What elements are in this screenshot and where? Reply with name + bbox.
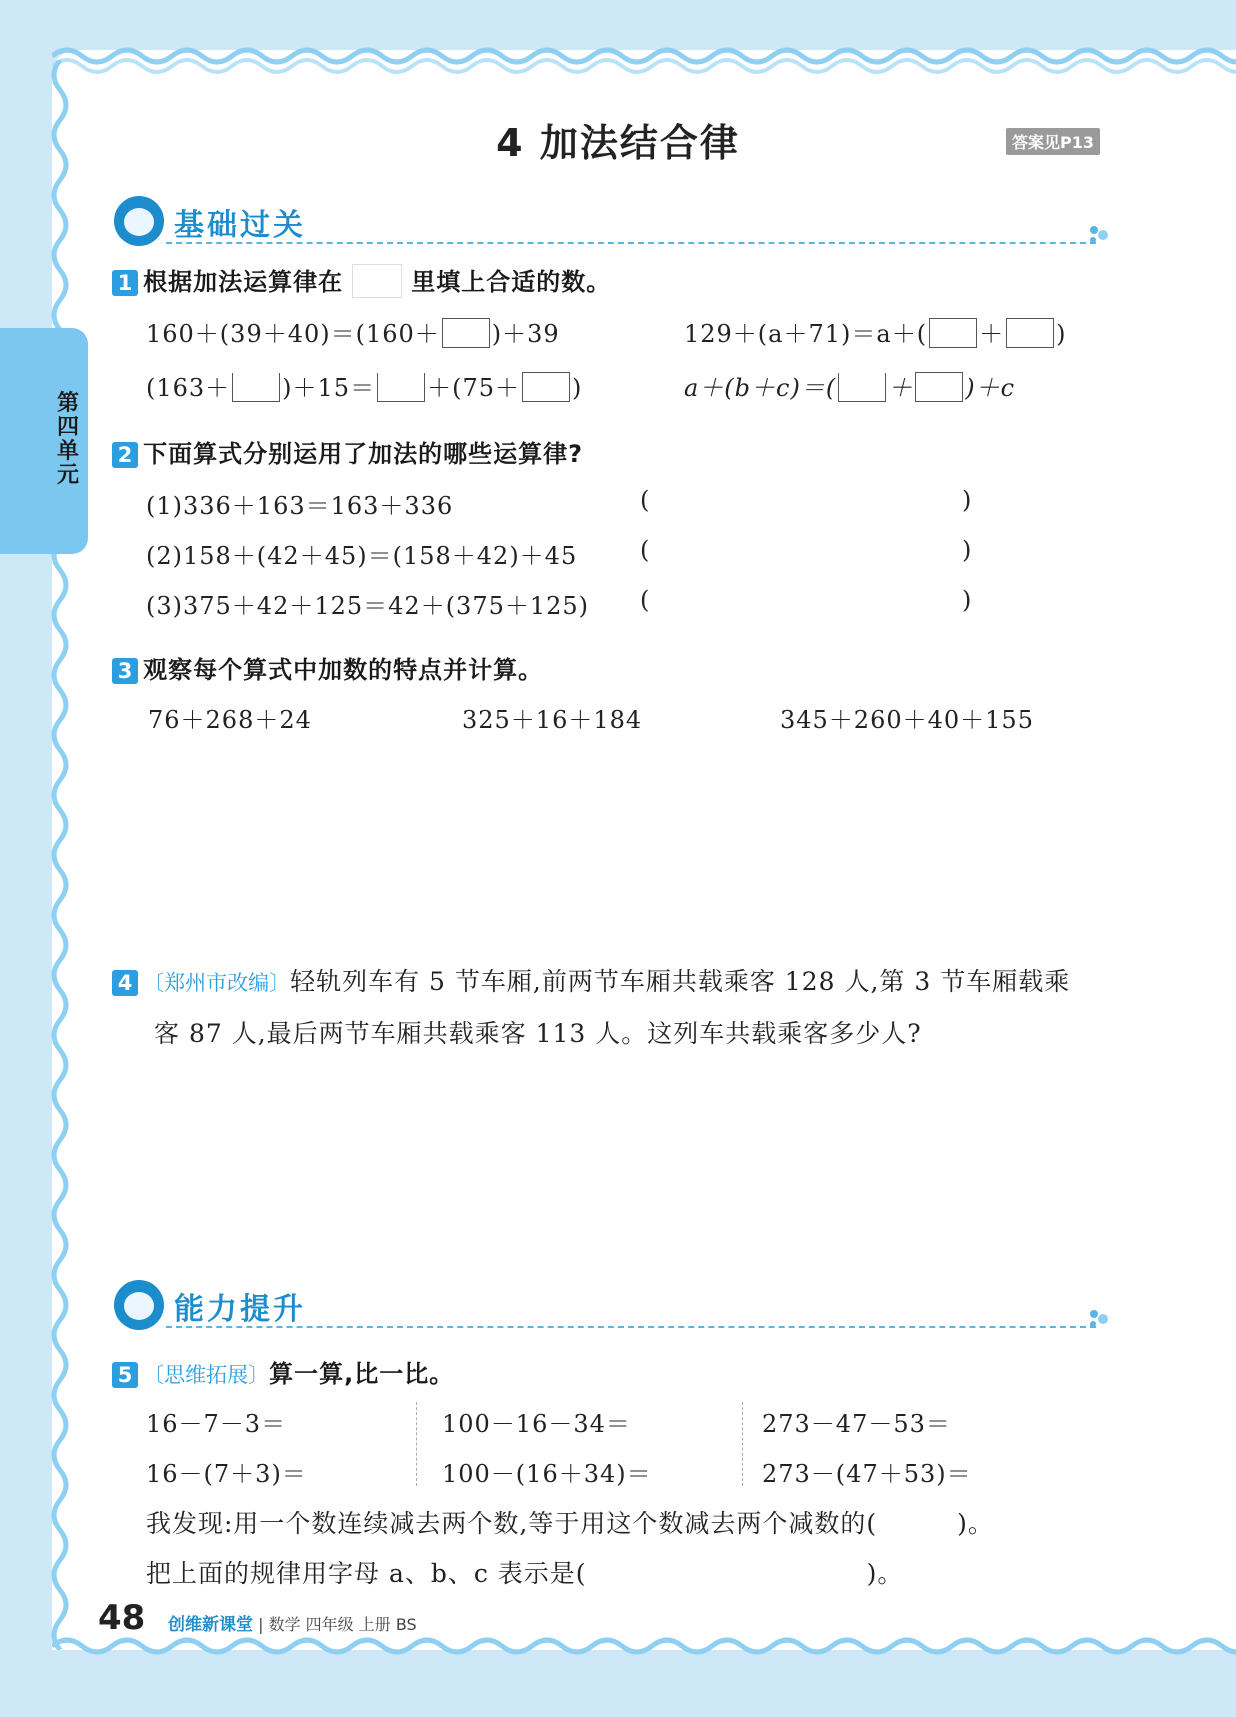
question-2-stem [112, 434, 583, 469]
q2-answer-close[interactable]: ) [962, 586, 973, 614]
mascot-icon [114, 196, 164, 246]
question-number: 5 [112, 1362, 138, 1388]
footer-brand: 创维新课堂 [168, 1615, 253, 1635]
q1-expr-2b [684, 368, 1015, 403]
question-text: 观察每个算式中加数的特点并计算。 [143, 656, 544, 684]
q5-discovery [146, 1504, 994, 1540]
problem-line-2: 客 87 人,最后两节车厢共载乘客 113 人。这列车共载乘客多少人? [154, 1019, 922, 1048]
expr-part: a＋(b＋c)＝( [684, 374, 837, 402]
q2-answer-open[interactable]: ( [640, 586, 651, 614]
q3-expr-3: 345＋260＋40＋155 [780, 706, 1034, 734]
question-number: 3 [112, 658, 138, 684]
discovery-text-end: )。 [957, 1509, 994, 1538]
expr-part: )＋39 [491, 320, 560, 348]
mascot-icon [114, 1280, 164, 1330]
source-tag: 〔思维拓展〕 [143, 1363, 270, 1387]
answer-box[interactable] [929, 318, 977, 348]
page-title: 4 加法结合律 [496, 121, 740, 165]
question-text: 下面算式分别运用了加法的哪些运算律? [143, 440, 584, 468]
expr-part: ) [571, 374, 583, 402]
q1-expr-1a [146, 314, 560, 349]
sample-box-icon [352, 264, 402, 298]
problem-line-1: 轻轨列车有 5 节车厢,前两节车厢共载乘客 128 人,第 3 节车厢载乘 [290, 967, 1071, 996]
column-divider [416, 1402, 417, 1486]
section-heading-advanced: 能力提升 [174, 1292, 306, 1327]
footer-info [168, 1610, 417, 1635]
section-divider [166, 242, 1096, 244]
question-number: 2 [112, 442, 138, 468]
q5-col3-row2: 273－(47＋53)＝ [762, 1460, 972, 1488]
q5-col3-row1: 273－47－53＝ [762, 1410, 951, 1438]
answer-box[interactable] [522, 372, 570, 402]
q2-answer-close[interactable]: ) [962, 486, 973, 514]
footer-details: | 数学 四年级 上册 BS [258, 1615, 417, 1634]
answer-box[interactable] [915, 372, 963, 402]
answer-box[interactable] [838, 373, 886, 402]
expr-part: 129＋(a＋71)＝a＋( [684, 320, 928, 348]
unit-side-tab-label: 第四单元 [56, 391, 79, 488]
question-number: 4 [112, 970, 138, 996]
q5-col1-row1: 16－7－3＝ [146, 1410, 287, 1438]
question-1-stem [112, 262, 611, 298]
q3-expr-1: 76＋268＋24 [148, 706, 312, 734]
expr-part: 160＋(39＋40)＝(160＋ [146, 320, 440, 348]
expr-part: ＋(75＋ [427, 374, 520, 402]
section-heading-basic: 基础过关 [174, 208, 306, 243]
answer-box[interactable] [442, 318, 490, 348]
q2-item-2: (2)158＋(42＋45)＝(158＋42)＋45 [146, 542, 578, 570]
dots-icon [1088, 224, 1114, 244]
rule-text: 把上面的规律用字母 a、b、c 表示是( [146, 1559, 587, 1588]
q5-col2-row1: 100－16－34＝ [442, 1410, 631, 1438]
q5-col2-row2: 100－(16＋34)＝ [442, 1460, 652, 1488]
q4-work-area[interactable] [140, 1056, 1100, 1246]
top-wave-border [52, 36, 1236, 76]
question-text: 算一算,比一比。 [269, 1360, 455, 1388]
rule-text-end: )。 [866, 1559, 904, 1588]
q2-answer-open[interactable]: ( [640, 486, 651, 514]
q1-expr-2a [146, 368, 582, 403]
question-number: 1 [112, 270, 138, 296]
answer-box[interactable] [377, 373, 425, 402]
discovery-text: 我发现:用一个数连续减去两个数,等于用这个数减去两个减数的( [146, 1509, 878, 1538]
question-5-stem [112, 1354, 454, 1389]
expr-part: )＋c [965, 374, 1016, 402]
source-tag: 〔郑州市改编〕 [143, 971, 291, 995]
q3-work-area[interactable] [140, 740, 1100, 940]
answer-box[interactable] [232, 373, 280, 402]
answer-box[interactable] [1006, 318, 1054, 348]
question-text: 根据加法运算律在 [143, 268, 344, 296]
q1-expr-1b [684, 314, 1066, 349]
expr-part: )＋15＝ [282, 374, 376, 402]
expr-part: ) [1056, 320, 1067, 348]
expr-part: ＋ [979, 320, 1005, 348]
question-4-stem [112, 962, 1070, 998]
question-3-stem [112, 650, 543, 685]
q5-col1-row2: 16－(7＋3)＝ [146, 1460, 307, 1488]
column-divider [742, 1402, 743, 1486]
answer-reference-badge: 答案见P13 [1006, 128, 1100, 155]
q2-answer-close[interactable]: ) [962, 536, 973, 564]
left-wave-border [40, 60, 80, 1650]
dots-icon [1088, 1308, 1114, 1328]
expr-part: (163＋ [146, 374, 231, 402]
q2-item-3: (3)375＋42＋125＝42＋(375＋125) [146, 592, 590, 620]
page-number: 48 [98, 1598, 146, 1638]
q2-answer-open[interactable]: ( [640, 536, 651, 564]
q5-rule [146, 1554, 903, 1590]
q2-item-1: (1)336＋163＝163＋336 [146, 492, 454, 520]
q3-expr-2: 325＋16＋184 [462, 706, 643, 734]
question-text-end: 里填上合适的数。 [411, 268, 612, 296]
expr-part: ＋ [888, 374, 914, 402]
section-divider [166, 1326, 1096, 1328]
